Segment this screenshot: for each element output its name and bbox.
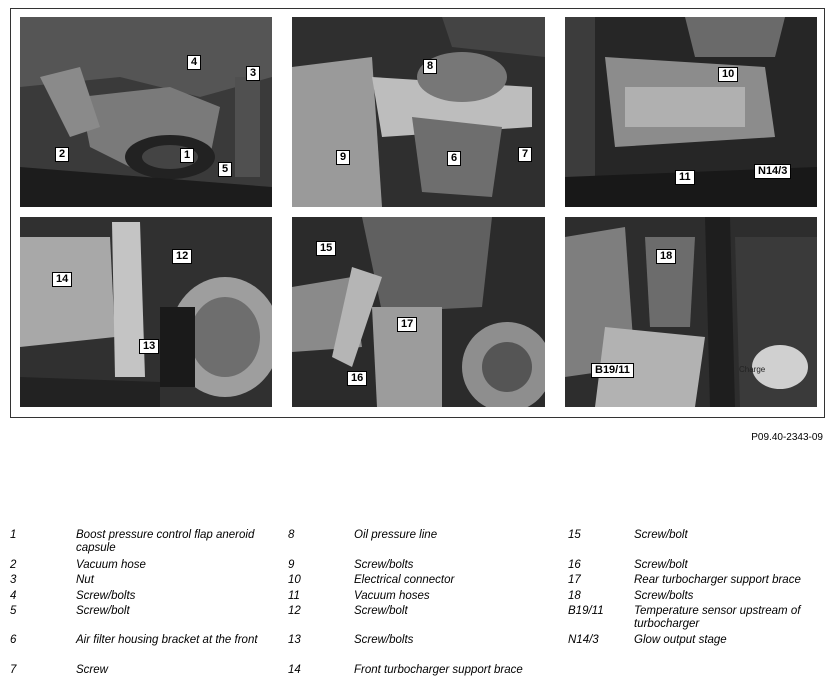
callout-label: 2 (55, 147, 69, 162)
legend-number: 7 (10, 664, 17, 676)
legend-number: B19/11 (568, 605, 604, 617)
legend-description: Glow output stage (634, 634, 727, 646)
legend-description: Rear turbocharger support brace (634, 574, 801, 586)
legend-description: Screw/bolts (354, 634, 414, 646)
legend-description: Screw/bolts (76, 590, 136, 602)
legend-number: 15 (568, 529, 581, 541)
callout-label: 10 (718, 67, 738, 82)
legend-description: Vacuum hose (76, 559, 146, 571)
legend-description: Electrical connector (354, 574, 455, 586)
legend-number: 9 (288, 559, 295, 571)
photo-panel-1 (20, 17, 272, 207)
engine-photo-2 (292, 17, 545, 207)
photo-panel-4 (20, 217, 272, 407)
legend-number: 5 (10, 605, 17, 617)
legend-description: Temperature sensor upstream of turbocharger (634, 605, 801, 630)
engine-photo-4 (20, 217, 272, 407)
callout-label: 7 (518, 147, 532, 162)
callout-label: 6 (447, 151, 461, 166)
legend-description: Front turbocharger support brace (354, 664, 523, 676)
legend-description: Boost pressure control flap aneroid capsule (76, 529, 255, 554)
legend-description: Screw (76, 664, 108, 676)
legend-number: 13 (288, 634, 301, 646)
legend-description: Nut (76, 574, 94, 586)
legend-number: 1 (10, 529, 17, 541)
legend-number: N14/3 (568, 634, 599, 646)
figure-id: P09.40-2343-09 (751, 432, 823, 443)
callout-label: 3 (246, 66, 260, 81)
callout-label: 18 (656, 249, 676, 264)
photo-panel-6 (565, 217, 817, 407)
legend-description: Vacuum hoses (354, 590, 430, 602)
callout-label: 11 (675, 170, 695, 185)
callout-label: 5 (218, 162, 232, 177)
legend-number: 2 (10, 559, 17, 571)
engine-photo-6 (565, 217, 817, 407)
callout-label: 8 (423, 59, 437, 74)
legend-number: 3 (10, 574, 17, 586)
callout-label: 1 (180, 148, 194, 163)
legend-number: 4 (10, 590, 17, 602)
callout-label: N14/3 (754, 164, 791, 179)
engine-photo-1 (20, 17, 272, 207)
callout-label: 15 (316, 241, 336, 256)
legend-number: 11 (288, 590, 300, 602)
callout-label: 16 (347, 371, 367, 386)
callout-label: B19/11 (591, 363, 634, 378)
legend-number: 18 (568, 590, 581, 602)
callout-label: 12 (172, 249, 192, 264)
photo-panel-2 (292, 17, 545, 207)
legend-description: Screw/bolts (354, 559, 414, 571)
legend-description: Screw/bolt (76, 605, 130, 617)
legend-description: Screw/bolt (354, 605, 408, 617)
legend-number: 8 (288, 529, 295, 541)
legend-description: Screw/bolt (634, 529, 688, 541)
legend-number: 14 (288, 664, 301, 676)
callout-label: 9 (336, 150, 350, 165)
legend-number: 12 (288, 605, 301, 617)
callout-label: 14 (52, 272, 72, 287)
legend-description: Oil pressure line (354, 529, 438, 541)
callout-label: 13 (139, 339, 159, 354)
legend-description: Screw/bolts (634, 590, 694, 602)
legend-description: Screw/bolt (634, 559, 688, 571)
legend-number: 6 (10, 634, 17, 646)
legend-number: 16 (568, 559, 581, 571)
legend-number: 10 (288, 574, 301, 586)
callout-label: 17 (397, 317, 417, 332)
photo-text-charge: Charge (739, 365, 766, 374)
legend-number: 17 (568, 574, 581, 586)
legend-description: Air filter housing bracket at the front (76, 634, 258, 646)
callout-label: 4 (187, 55, 201, 70)
